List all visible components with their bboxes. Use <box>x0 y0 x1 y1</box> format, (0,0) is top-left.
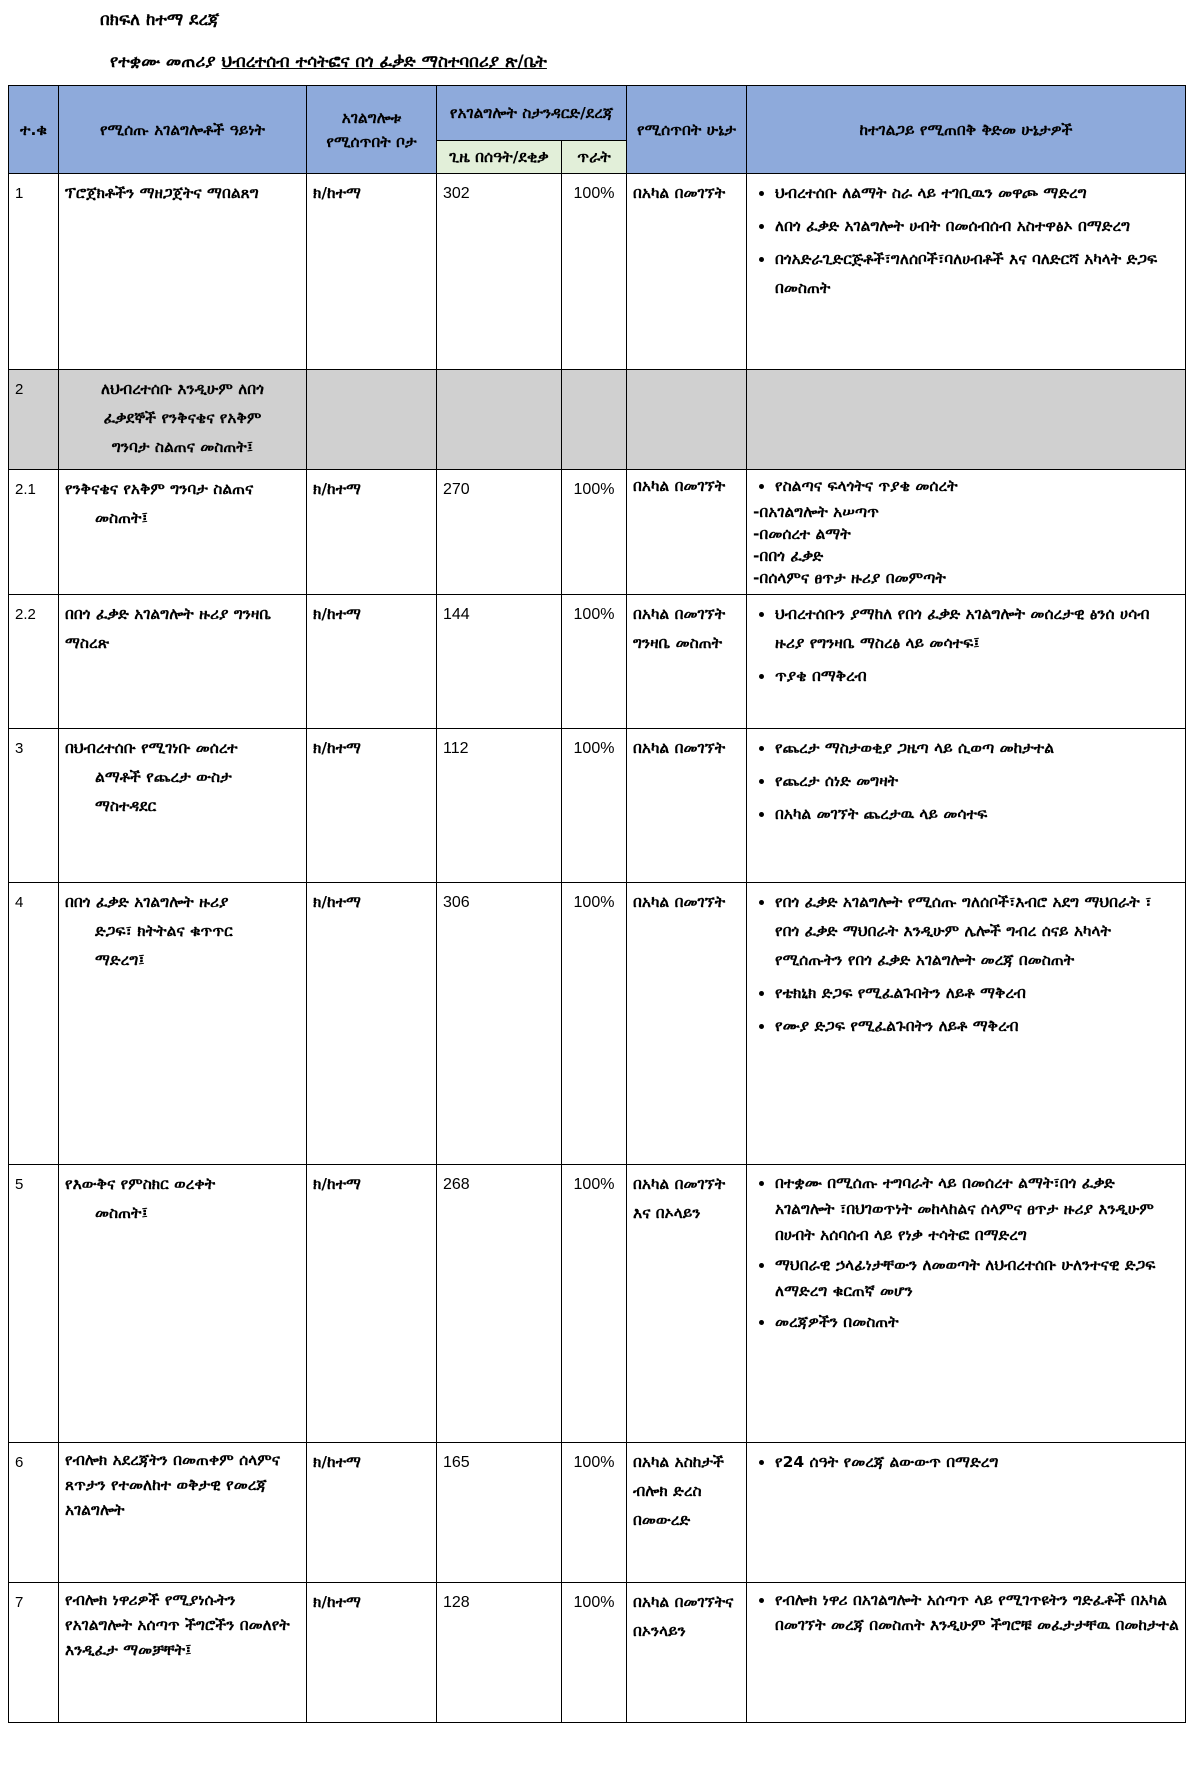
service-name <box>59 729 307 883</box>
service-charter-table <box>8 85 1186 1723</box>
row-number: 1 <box>9 174 59 370</box>
service-time: 268 <box>437 1165 562 1443</box>
service-conditions <box>747 470 1186 595</box>
service-conditions <box>747 1443 1186 1583</box>
empty-cell <box>437 370 562 470</box>
service-quality: 100% <box>562 174 627 370</box>
condition-item: • መረጃዎችን በመስጠት <box>775 1308 1179 1337</box>
condition-item: • የበጎ ፈቃድ አገልግሎት የሚሰጡ ግለሰቦች፣እብሮ አደግ ማህበራት ፣ የበጎ ፈቃድ ማህበራት እንዲሁም ሌሎች ግብረ ሰናይ አካላት የሚሰጡትን የበጎ ፈቃድ አገልግሎት መረጃ በመስጠት <box>775 888 1179 975</box>
service-mode: በአካል በመገኘትና በኦንላይን <box>627 1583 747 1723</box>
service-mode: በአካል በመገኘት <box>627 729 747 883</box>
row-number: 2.2 <box>9 595 59 729</box>
condition-item: • በአካል መገኘት ጨረታዉ ላይ መሳተፍ <box>775 800 1179 829</box>
table-row <box>9 1165 1186 1443</box>
service-mode: በአካል በመገኘት ግንዛቤ መስጠት <box>627 595 747 729</box>
service-place: ክ/ከተማ <box>307 1443 437 1583</box>
service-quality: 100% <box>562 1165 627 1443</box>
condition-item: • ህብረተሰቡን ያማከለ የበጎ ፈቃድ አገልግሎት መሰረታዊ ፅንሰ ሀሳብ ዙሪያ የግንዛቤ ማስረፅ ላይ መሳተፍ፤ <box>775 600 1179 658</box>
condition-subitem: -በሰላምና ፀጥታ ዙሪያ በመምጣት <box>753 569 946 587</box>
service-name: የብሎክ ነዋሪዎች የሚያነሱትን የአገልግሎት አሰጣጥ ችግሮችን በመለየት እንዲፈታ ማመቻቸት፤ <box>59 1583 307 1723</box>
office-name: ህብረተሰብ ተሳትፎና በጎ ፈቃድ ማስተባበሪያ ጽ/ቤት <box>221 52 547 72</box>
col-no-header: ተ.ቁ <box>9 86 59 174</box>
service-line: ግንባታ ስልጠና መስጠት፤ <box>111 438 254 456</box>
service-place: ክ/ከተማ <box>307 1165 437 1443</box>
col-mode-header: የሚሰጥበት ሁኔታ <box>627 86 747 174</box>
col-conditions-header: ከተገልጋይ የሚጠበቅ ቅድመ ሁኔታዎች <box>747 86 1186 174</box>
level-title: በክፍለ ከተማ ደረጃ <box>100 10 220 30</box>
service-conditions <box>747 883 1186 1165</box>
condition-item: • ጥያቄ በማቅረብ <box>775 662 1179 691</box>
service-name: ፕሮጀክቶችን ማዘጋጀትና ማበልጸግ <box>59 174 307 370</box>
service-line: መስጠት፤ <box>95 509 148 527</box>
service-place: ክ/ከተማ <box>307 883 437 1165</box>
table-row <box>9 470 1186 595</box>
service-place: ክ/ከተማ <box>307 1583 437 1723</box>
service-name: በበጎ ፈቃድ አገልግሎት ዙሪያ ግንዛቤ ማስረጽ <box>59 595 307 729</box>
condition-item: • የጨረታ ሰነድ መግዛት <box>775 767 1179 796</box>
service-mode: በአካል በመገኘት <box>627 883 747 1165</box>
service-name <box>59 883 307 1165</box>
condition-item: • የስልጣና ፍላጎትና ጥያቄ መሰረት <box>775 475 1179 497</box>
col-place-header: አገልግሎቱ የሚሰጥበት ቦታ <box>307 86 437 174</box>
service-time: 306 <box>437 883 562 1165</box>
empty-cell <box>627 370 747 470</box>
service-place: ክ/ከተማ <box>307 174 437 370</box>
col-standard-header: የአገልግሎት ስታንዳርድ/ደረጃ <box>437 86 627 141</box>
service-line: በህብረተሰቡ የሚገነቡ መሰረተ <box>65 739 238 757</box>
condition-item: • በተቋሙ በሚሰጡ ተግባራት ላይ በመሰረተ ልማት፣በጎ ፈቃድ አገልግሎት ፣በህገወጥነት መከላከልና ሰላምና ፀጥታ ዙሪያ እንዲሁም በሀብት አሰባሰብ ላይ የነቃ ተሳትፎ በማድረግ <box>775 1170 1179 1248</box>
row-number: 2.1 <box>9 470 59 595</box>
condition-item: • ለበጎ ፈቃድ አገልግሎት ሀብት በመሰብሰብ አስተዋፅኦ በማድረግ <box>775 212 1179 241</box>
service-mode: በአካል በመገኘት <box>627 174 747 370</box>
service-conditions <box>747 1583 1186 1723</box>
service-line: መስጠት፤ <box>95 1204 148 1222</box>
service-conditions <box>747 595 1186 729</box>
table-row <box>9 370 1186 470</box>
table-row <box>9 729 1186 883</box>
service-line: ለህብረተሰቡ እንዲሁም ለበጎ <box>101 380 264 398</box>
service-quality: 100% <box>562 470 627 595</box>
service-conditions <box>747 1165 1186 1443</box>
service-line: ማድረግ፤ <box>95 951 145 969</box>
service-line: የንቅናቄና የአቅም ግንባታ ስልጠና <box>65 480 254 498</box>
condition-item: • የቴክኒክ ድጋፍ የሚፈልጉበትን ለይቶ ማቅረብ <box>775 979 1179 1008</box>
col-time-header: ጊዜ በሰዓት/ደቂቃ <box>437 141 562 174</box>
service-time: 270 <box>437 470 562 595</box>
service-quality: 100% <box>562 1583 627 1723</box>
table-row <box>9 883 1186 1165</box>
service-quality: 100% <box>562 1443 627 1583</box>
service-name: የብሎክ አደረጃትን በመጠቀም ሰላምና ጸጥታን የተመለከተ ወቅታዊ የመረጃ አገልግሎት <box>59 1443 307 1583</box>
row-number: 6 <box>9 1443 59 1583</box>
row-number: 5 <box>9 1165 59 1443</box>
row-number: 4 <box>9 883 59 1165</box>
service-time: 128 <box>437 1583 562 1723</box>
service-quality: 100% <box>562 883 627 1165</box>
document-title <box>110 52 547 72</box>
service-line: ልማቶች የጨረታ ውስታ <box>95 768 232 786</box>
service-mode: በአካል በመገኘት <box>627 470 747 595</box>
service-name <box>59 370 307 470</box>
condition-subitem: -በአገልግሎት አሠጣጥ <box>753 503 879 521</box>
table-row <box>9 595 1186 729</box>
service-conditions <box>747 174 1186 370</box>
title-prefix: የተቋሙ መጠሪያ <box>110 52 222 72</box>
table-row <box>9 1443 1186 1583</box>
service-mode: በአካል አስከታች ብሎክ ድረስ በመውረድ <box>627 1443 747 1583</box>
condition-item: • በጎአድራጊድርጅቶች፣ግለሰቦች፣ባለሀብቶች እና ባለድርሻ አካላት ድጋፍ በመስጠት <box>775 245 1179 303</box>
service-time: 165 <box>437 1443 562 1583</box>
service-line: የእውቅና የምስክር ወረቀት <box>65 1175 216 1193</box>
service-time: 144 <box>437 595 562 729</box>
service-time: 112 <box>437 729 562 883</box>
service-name <box>59 470 307 595</box>
empty-cell <box>562 370 627 470</box>
service-conditions <box>747 729 1186 883</box>
service-time: 302 <box>437 174 562 370</box>
condition-item: • የብሎክ ነዋሪ በአገልግሎት አሰጣጥ ላይ የሚገጥዩትን ግድፈቶች በአካል በመገኘት መረጃ በመስጠት እንዲሁም ችግሮቹ መፈታታቸዉ በመከታተል <box>775 1588 1179 1638</box>
service-line: በበጎ ፈቃድ አገልግሎት ዙሪያ <box>65 893 229 911</box>
col-service-header: የሚሰጡ አገልግሎቶች ዓይነት <box>59 86 307 174</box>
service-line: ፈቃደኞች የንቅናቄና የአቅም <box>103 409 262 427</box>
service-place: ክ/ከተማ <box>307 729 437 883</box>
service-name <box>59 1165 307 1443</box>
row-number: 3 <box>9 729 59 883</box>
condition-subitem: -በመሰረተ ልማት <box>753 525 851 543</box>
col-quality-header: ጥራት <box>562 141 627 174</box>
service-place: ክ/ከተማ <box>307 470 437 595</box>
header-row <box>9 86 1186 141</box>
service-line: ድጋፍ፣ ክትትልና ቁጥጥር <box>95 922 233 940</box>
table-row <box>9 174 1186 370</box>
service-place: ክ/ከተማ <box>307 595 437 729</box>
service-quality: 100% <box>562 595 627 729</box>
condition-item: • ህብረተሰቡ ለልማት ስራ ላይ ተገቢዉን መዋጮ ማድረግ <box>775 179 1179 208</box>
condition-item: • ማህበራዊ ኃላፊነታቸውን ለመወጣት ለህብረተሰቡ ሁለንተናዊ ድጋፍ ለማድረግ ቁርጠኛ መሆን <box>775 1252 1179 1304</box>
condition-item: • የ24 ሰዓት የመረጃ ልውውጥ በማድረግ <box>775 1448 1179 1477</box>
empty-cell <box>747 370 1186 470</box>
table-row <box>9 1583 1186 1723</box>
service-quality: 100% <box>562 729 627 883</box>
empty-cell <box>307 370 437 470</box>
condition-item: • የሙያ ድጋፍ የሚፈልጉበትን ለይቶ ማቅረብ <box>775 1012 1179 1041</box>
condition-subitem: -በበጎ ፈቃድ <box>753 547 824 565</box>
row-number: 7 <box>9 1583 59 1723</box>
service-mode: በአካል በመገኘት እና በኦላይን <box>627 1165 747 1443</box>
row-number: 2 <box>9 370 59 470</box>
service-line: ማስተዳደር <box>95 797 157 815</box>
condition-item: • የጨረታ ማስታወቂያ ጋዜጣ ላይ ሲወጣ መከታተል <box>775 734 1179 763</box>
